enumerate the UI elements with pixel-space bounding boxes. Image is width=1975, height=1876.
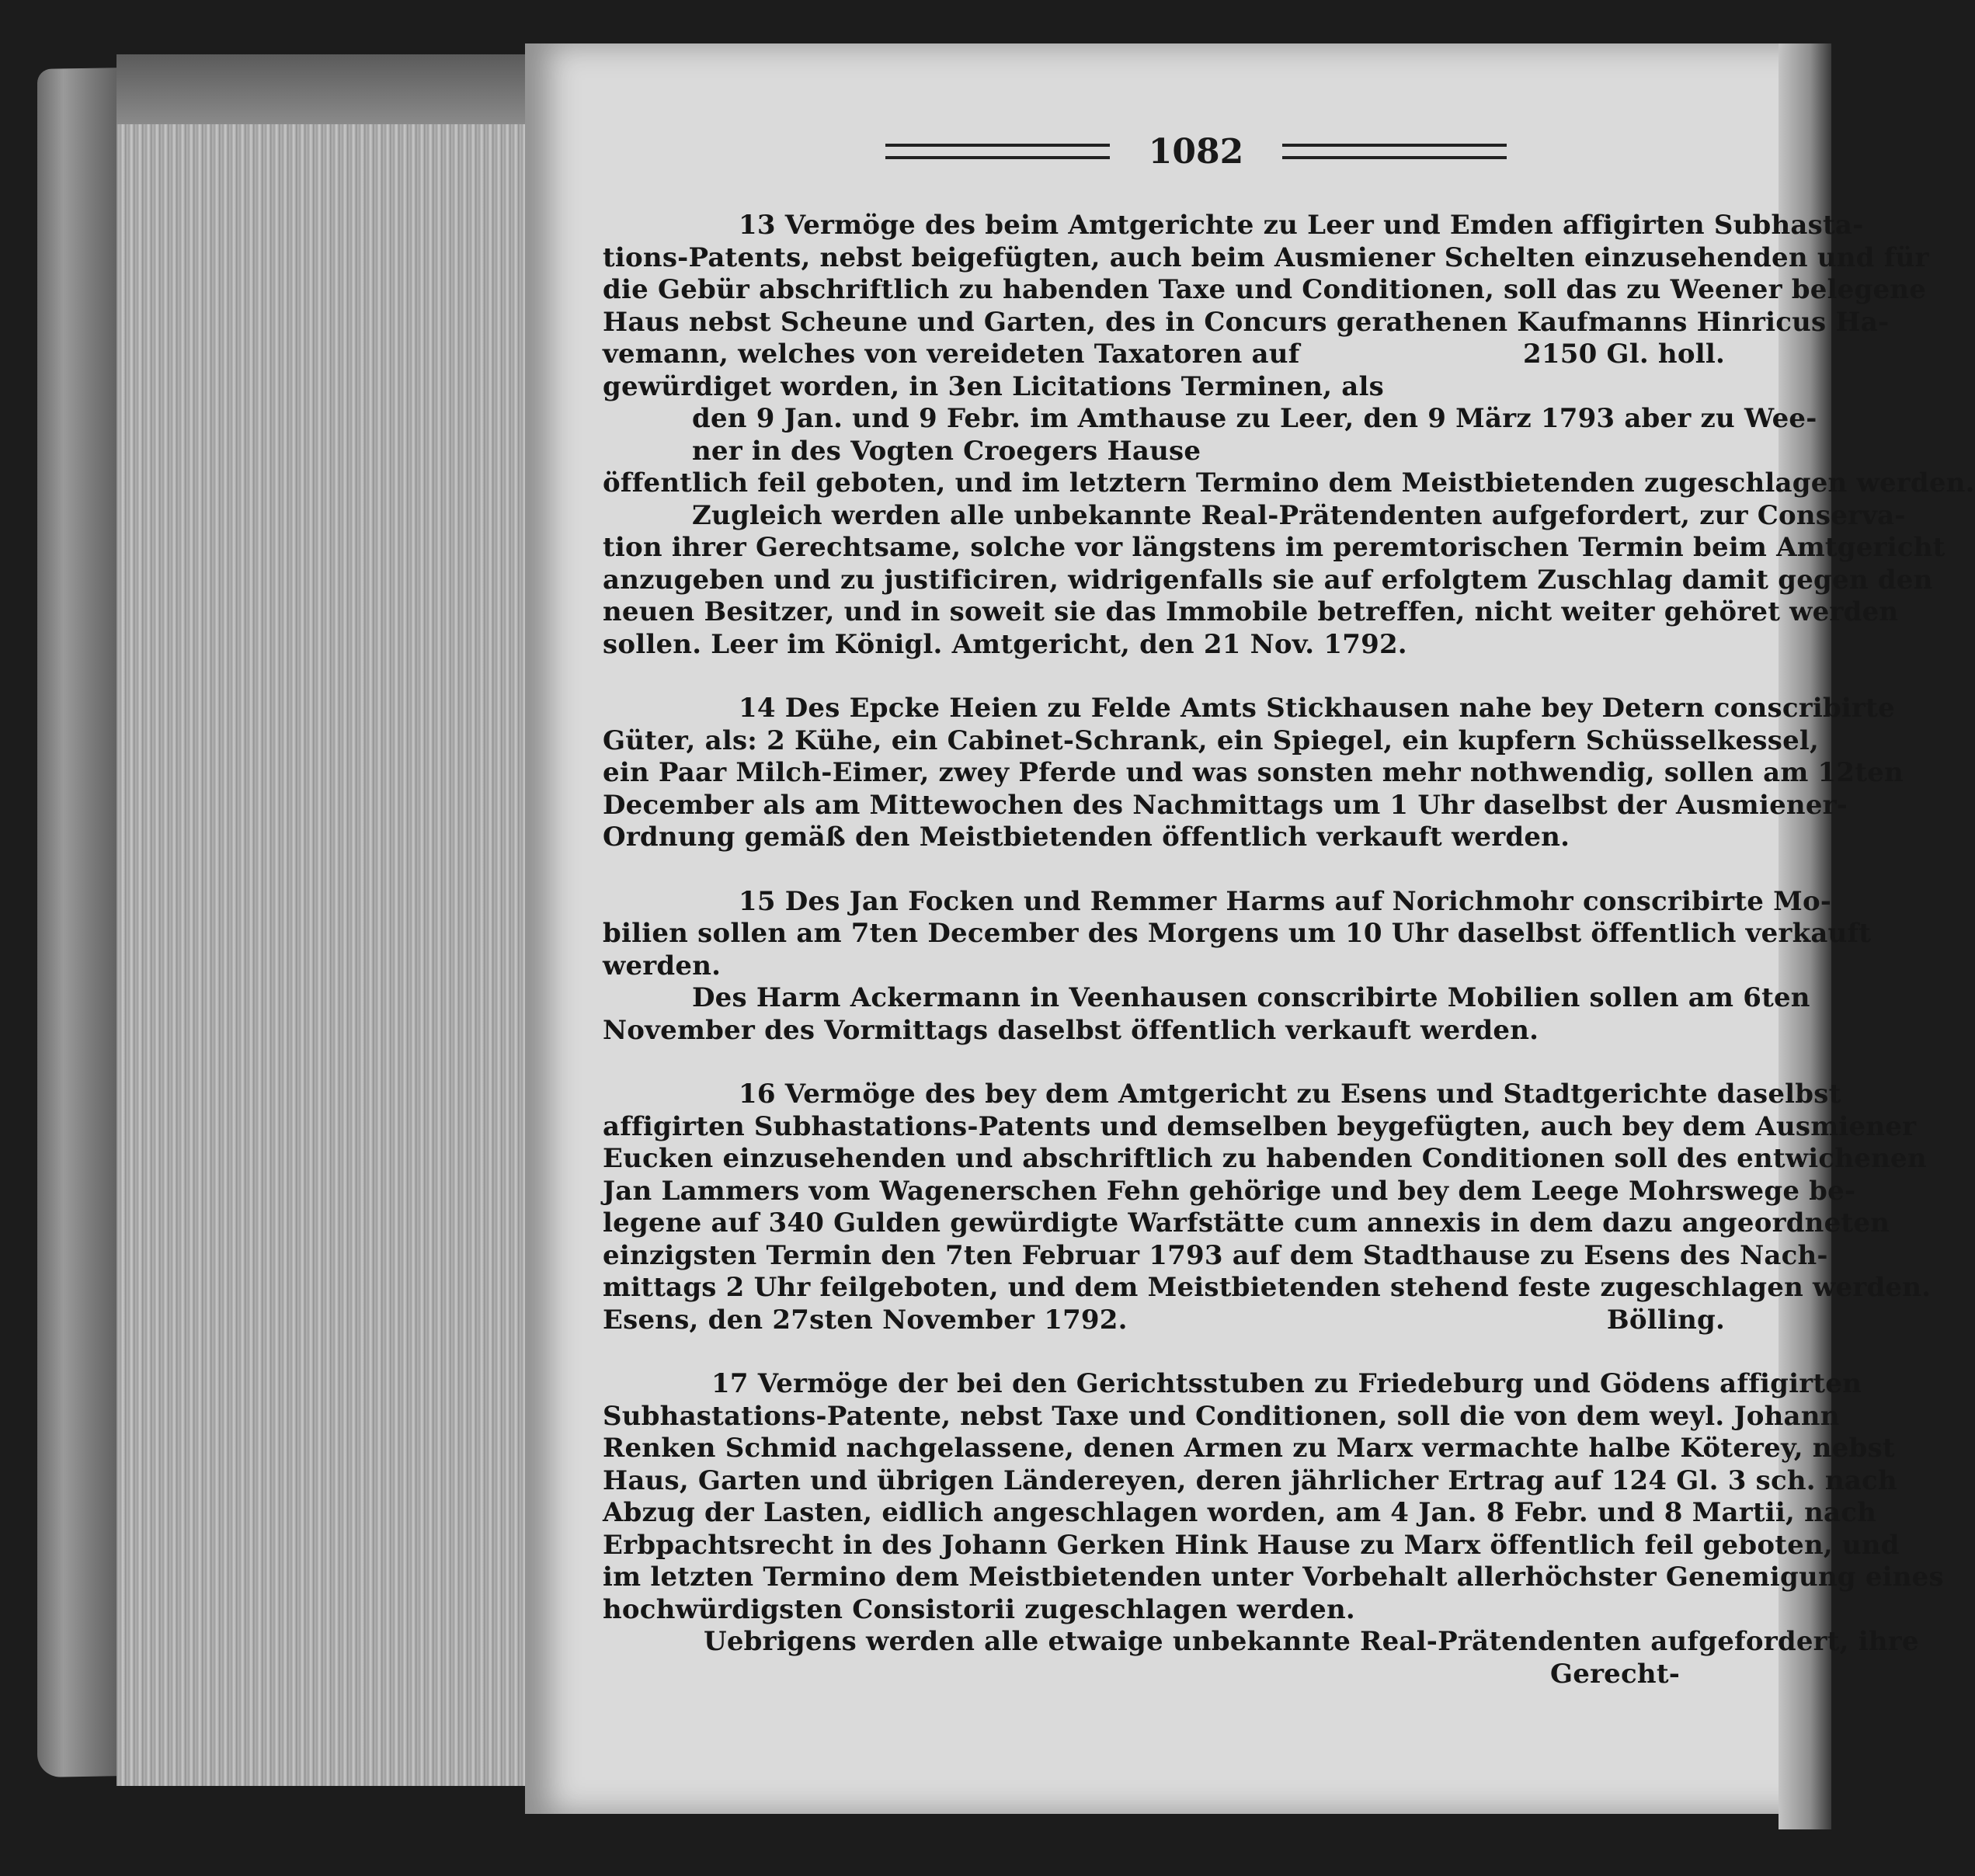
text-line bbox=[603, 757, 1904, 790]
text-line-content: tions-Patents, nebst beigefügten, auch beim Ausmiener Schelten einzusehenden und für bbox=[603, 241, 1929, 273]
text-line-content: Des Harm Ackermann in Veenhausen conscribirte Mobilien sollen am 6ten bbox=[692, 982, 1810, 1013]
text-line bbox=[603, 1368, 1862, 1401]
text-line-content: im letzten Termino dem Meistbietenden unter Vorbehalt allerhöchster Genemigung eines bbox=[603, 1562, 1944, 1593]
text-line bbox=[603, 1497, 1877, 1530]
text-line-content: neuen Besitzer, und in soweit sie das Immobile betreffen, nicht weiter gehöret werden bbox=[603, 596, 1899, 627]
text-line-content: gewürdiget worden, in 3en Licitations Terminen, als bbox=[603, 370, 1384, 402]
page-block-shadow bbox=[116, 54, 528, 124]
text-line-content: Ordnung gemäß den Meistbietenden öffentlich verkauft werden. bbox=[603, 822, 1570, 853]
text-line-content: Haus nebst Scheune und Garten, des in Concurs gerathenen Kaufmanns Hinricus Ha- bbox=[603, 306, 1890, 338]
text-line-content: 15 Des Jan Focken und Remmer Harms auf Norichmohr conscribirte Mo- bbox=[739, 885, 1832, 917]
text-line bbox=[603, 339, 1725, 371]
text-line-content: vemann, welches von vereideten Taxatoren auf bbox=[603, 339, 1300, 370]
text-line bbox=[603, 596, 1899, 629]
text-line-content: Güter, als: 2 Kühe, ein Cabinet-Schrank, ein Spiegel, ein kupfern Schüsselkessel, bbox=[603, 724, 1820, 756]
paragraph-gap bbox=[603, 1047, 1725, 1079]
text-line-content: Esens, den 27sten November 1792. bbox=[603, 1304, 1128, 1336]
text-line bbox=[603, 1562, 1944, 1594]
text-line-content: December als am Mittewochen des Nachmittags um 1 Uhr daselbst der Ausmiener- bbox=[603, 789, 1848, 821]
text-line-content: November des Vormittags daselbst öffentlich verkauft werden. bbox=[603, 1014, 1539, 1046]
text-line bbox=[603, 1175, 1856, 1208]
paragraph-gap bbox=[603, 661, 1725, 693]
text-line bbox=[603, 436, 1725, 468]
text-line bbox=[603, 1594, 1725, 1627]
text-line-content: sollen. Leer im Königl. Amtgericht, den 21 Nov. 1792. bbox=[603, 628, 1407, 660]
page-block-edges bbox=[116, 54, 528, 1786]
text-line bbox=[603, 789, 1848, 822]
text-line-content: 14 Des Epcke Heien zu Felde Amts Stickhausen nahe bey Detern conscribirte bbox=[739, 693, 1895, 724]
text-line-right: 2150 Gl. holl. bbox=[1523, 339, 1725, 370]
text-line-content: Renken Schmid nachgelassene, denen Armen zu Marx vermachte halbe Köterey, nebst bbox=[603, 1433, 1895, 1464]
text-line bbox=[603, 1433, 1895, 1465]
text-line bbox=[603, 371, 1725, 404]
text-line-content: die Gebür abschriftlich zu habenden Taxe und Conditionen, soll das zu Weener belegene bbox=[603, 274, 1927, 305]
text-line-content: Abzug der Lasten, eidlich angeschlagen worden, am 4 Jan. 8 Febr. und 8 Martii, nach bbox=[603, 1497, 1877, 1528]
text-line bbox=[603, 210, 1864, 242]
text-line-content: Uebrigens werden alle etwaige unbekannte Real-Prätendenten aufgefordert, ihre bbox=[704, 1626, 1919, 1657]
text-line bbox=[603, 1015, 1725, 1047]
text-line bbox=[603, 274, 1927, 307]
text-line bbox=[603, 499, 1906, 533]
text-line bbox=[603, 306, 1890, 339]
text-line bbox=[603, 1207, 1890, 1240]
text-line-content: anzugeben und zu justificiren, widrigenfalls sie auf erfolgtem Zuschlag damit gegen den bbox=[603, 564, 1933, 596]
text-line-content: 16 Vermöge des bey dem Amtgericht zu Esens und Stadtgerichte daselbst bbox=[739, 1079, 1841, 1110]
text-line-content: Gerecht- bbox=[1550, 1658, 1681, 1690]
text-line bbox=[603, 532, 1945, 565]
text-line bbox=[603, 1305, 1725, 1337]
text-line bbox=[603, 467, 1975, 500]
text-line bbox=[603, 564, 1933, 597]
text-line bbox=[603, 1239, 1828, 1273]
text-line-content: Haus, Garten und übrigen Ländereyen, deren jährlicher Ertrag auf 124 Gl. 3 sch. nach bbox=[603, 1464, 1897, 1496]
text-line bbox=[603, 1529, 1900, 1562]
paragraph-gap bbox=[603, 1336, 1725, 1368]
text-line bbox=[603, 1464, 1897, 1498]
text-line bbox=[603, 885, 1832, 919]
text-line-content: Erbpachtsrecht in des Johann Gerken Hink Hause zu Marx öffentlich feil geboten, und bbox=[603, 1529, 1900, 1561]
text-line bbox=[603, 1626, 1919, 1659]
text-line-content: 17 Vermöge der bei den Gerichtsstuben zu Friedeburg und Gödens affigirten bbox=[711, 1368, 1862, 1399]
text-line-content: bilien sollen am 7ten December des Morgens um 10 Uhr daselbst öffentlich verkauft bbox=[603, 918, 1872, 949]
text-line bbox=[603, 241, 1929, 275]
book-cover-edge bbox=[37, 68, 124, 1777]
text-line bbox=[603, 950, 1725, 983]
paragraph-gap bbox=[603, 854, 1725, 886]
text-line-content: legene auf 340 Gulden gewürdigte Warfstätte cum annexis in dem dazu angeordneten bbox=[603, 1207, 1890, 1239]
text-line bbox=[603, 918, 1872, 950]
text-line bbox=[603, 724, 1820, 758]
text-line bbox=[603, 1272, 1932, 1305]
text-line-content: den 9 Jan. und 9 Febr. im Amthause zu Leer, den 9 März 1793 aber zu Wee- bbox=[692, 403, 1817, 434]
text-line-content: Eucken einzusehenden und abschriftlich zu habenden Conditionen soll des entwichenen bbox=[603, 1143, 1927, 1174]
page-body-text bbox=[603, 210, 1975, 1690]
text-line bbox=[603, 693, 1895, 725]
text-line-content: Jan Lammers vom Wagenerschen Fehn gehörige und bey dem Leege Mohrswege be- bbox=[603, 1175, 1856, 1207]
page-number: 1082 bbox=[1148, 131, 1244, 172]
text-line bbox=[603, 629, 1725, 662]
text-line-content: affigirten Subhastations-Patents und demselben beygefügten, auch bey dem Ausmiener bbox=[603, 1110, 1917, 1142]
text-line bbox=[603, 822, 1725, 854]
text-line-content: 13 Vermöge des beim Amtgerichte zu Leer und Emden affigirten Subhasta- bbox=[739, 210, 1864, 241]
text-line-content: tion ihrer Gerechtsame, solche vor längstens im peremtorischen Termin beim Amtgericht bbox=[603, 532, 1945, 563]
header-rule-right bbox=[1282, 144, 1507, 159]
text-line-content: Zugleich werden alle unbekannte Real-Prätendenten aufgefordert, zur Conserva- bbox=[692, 499, 1906, 531]
text-line bbox=[603, 1143, 1927, 1176]
page-header bbox=[885, 124, 1507, 179]
text-line bbox=[603, 982, 1810, 1015]
text-line-content: ner in des Vogten Croegers Hause bbox=[692, 435, 1201, 467]
text-line-content: Subhastations-Patente, nebst Taxe und Conditionen, soll die von dem weyl. Johann bbox=[603, 1400, 1840, 1432]
text-line bbox=[603, 1400, 1840, 1433]
text-line bbox=[603, 1659, 1725, 1691]
text-line-content: einzigsten Termin den 7ten Februar 1793 auf dem Stadthause zu Esens des Nach- bbox=[603, 1239, 1828, 1271]
header-rule-left bbox=[885, 144, 1110, 159]
text-line bbox=[603, 403, 1817, 436]
text-line bbox=[603, 1110, 1917, 1144]
text-line bbox=[603, 1079, 1841, 1111]
text-line-content: öffentlich feil geboten, und im letztern Termino dem Meistbietenden zugeschlagen werden. bbox=[603, 467, 1975, 499]
text-line-content: mittags 2 Uhr feilgeboten, und dem Meistbietenden stehend feste zugeschlagen werden. bbox=[603, 1272, 1932, 1303]
text-line-content: hochwürdigsten Consistorii zugeschlagen werden. bbox=[603, 1593, 1355, 1625]
text-line-content: werden. bbox=[603, 950, 722, 981]
text-line-right: Bölling. bbox=[1606, 1304, 1725, 1336]
text-line-content: ein Paar Milch-Eimer, zwey Pferde und was sonsten mehr nothwendig, sollen am 12ten bbox=[603, 757, 1904, 788]
